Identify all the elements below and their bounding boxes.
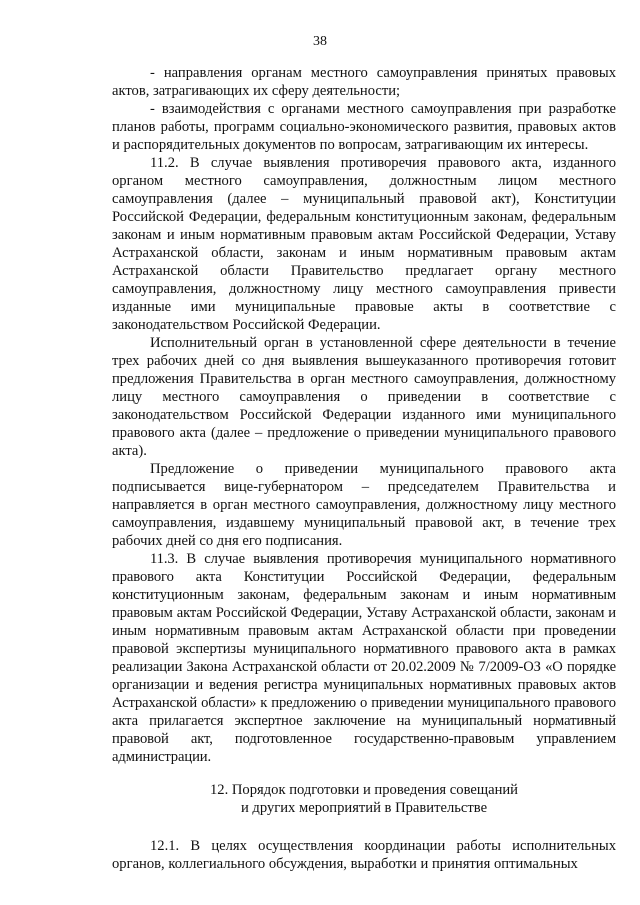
- paragraph-executive-body: Исполнительный орган в установленной сфере деятельности в течение трех рабочих дней со дня выявления вышеуказанного противоречия готовит предложения Правительства в орган местного самоуправления, должностному лицу местного самоуправления о приведении в соответствие с законодательством Российской Федерации изданного ими муниципального правового акта (далее – предложение о приведении муниципального правового акта).: [112, 335, 616, 459]
- paragraph-list-item-1: - направления органам местного самоуправления принятых правовых актов, затрагивающих их сферу деятельности;: [112, 65, 616, 99]
- page-number: 38: [313, 34, 327, 49]
- section-heading-line-2: и других мероприятий в Правительстве: [240, 800, 488, 816]
- paragraph-list-item-2: - взаимодействия с органами местного самоуправления при разработке планов работы, программ социально-экономического развития, правовых актов и распорядительных документов по вопросам, затрагивающим их интересы.: [112, 101, 616, 153]
- section-heading-line-1: 12. Порядок подготовки и проведения совещаний: [210, 782, 518, 798]
- section-heading: [112, 781, 616, 817]
- paragraph-11-2: 11.2. В случае выявления противоречия правового акта, изданного органом местного самоуправления, должностным лицом местного самоуправления (далее – муниципальный правовой акт), Конституции Российской Федерации, федеральным конституционным законам, федеральным законам и иным нормативным правовым актам Российской Федерации, Уставу Астраханской области, законам и иным нормативным правовым актам Астраханской области Правительство предлагает органу местного самоуправления, должностному лицу местного самоуправления привести изданные ими муниципальные правовые акты в соответствие с законодательством Российской Федерации.: [112, 155, 616, 333]
- document-body: [112, 64, 616, 873]
- paragraph-11-3: 11.3. В случае выявления противоречия муниципального нормативного правового акта Конституции Российской Федерации, федеральным конституционным законам, федеральным законам и иным нормативным правовым актам Российской Федерации, Уставу Астраханской области, законам и иным нормативным правовым актам Астраханской области при проведении правовой экспертизы муниципального нормативного правового акта в рамках реализации Закона Астраханской области от 20.02.2009 № 7/2009-ОЗ «О порядке организации и ведения регистра муниципальных нормативных правовых актов Астраханской области» к предложению о приведении муниципального правового акта прилагается экспертное заключение на муниципальный нормативный правовой акт, подготовленное государственно-правовым управлением администрации.: [112, 551, 616, 765]
- paragraph-proposal-signing: Предложение о приведении муниципального правового акта подписывается вице-губернатором – председателем Правительства и направляется в орган местного самоуправления, должностному лицу местного самоуправления, издавшему муниципальный правовой акт, в течение трех рабочих дней со дня его подписания.: [112, 461, 616, 549]
- paragraph-12-1: 12.1. В целях осуществления координации работы исполнительных органов, коллегиального обсуждения, выработки и принятия оптимальных: [112, 838, 616, 872]
